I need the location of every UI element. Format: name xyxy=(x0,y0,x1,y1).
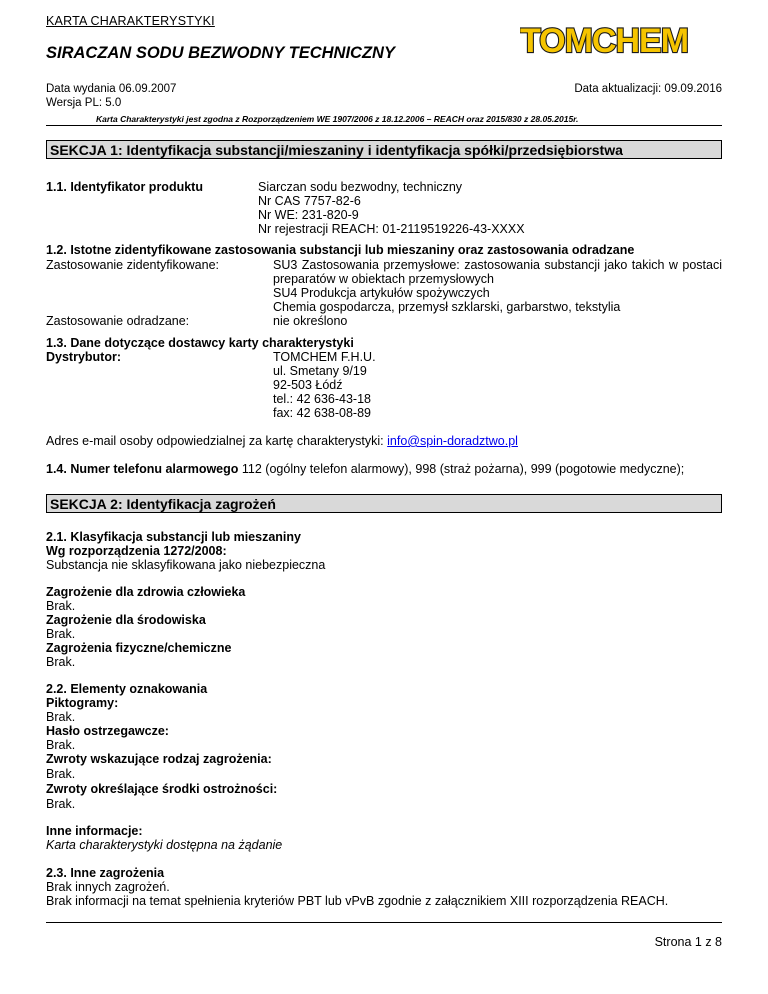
regulation-note: Karta Charakterystyki jest zgodna z Rozporządzeniem WE 1907/2006 z 18.12.2006 – REACH oraz 2015/830 z 28.05.2015r. xyxy=(96,114,579,124)
section-1-header: SEKCJA 1: Identyfikacja substancji/mieszaniny i identyfikacja spółki/przedsiębiorstwa xyxy=(46,140,722,159)
picto-label: Piktogramy: xyxy=(46,696,119,710)
s14-line xyxy=(46,462,684,476)
precaution-value: Brak. xyxy=(46,797,76,811)
advised-against-label: Zastosowanie odradzane: xyxy=(46,314,190,328)
phys-value: Brak. xyxy=(46,655,76,669)
update-date: Data aktualizacji: 09.09.2016 xyxy=(574,83,722,95)
hazard-value: Brak. xyxy=(46,767,76,781)
footer-divider xyxy=(46,922,722,923)
env-label: Zagrożenie dla środowiska xyxy=(46,613,206,627)
hazard-label: Zwroty wskazujące rodzaj zagrożenia: xyxy=(46,752,272,766)
other-info-label: Inne informacje: xyxy=(46,824,143,838)
s21-sub: Wg rozporządzenia 1272/2008: xyxy=(46,544,227,558)
tomchem-logo-graphic xyxy=(520,20,688,60)
version: Wersja PL: 5.0 xyxy=(46,97,122,109)
advised-against-value: nie określono xyxy=(273,314,348,328)
s11-label: 1.1. Identyfikator produktu xyxy=(46,180,203,194)
s14-value: 112 (ogólny telefon alarmowy), 998 (straż pożarna), 999 (pogotowie medyczne); xyxy=(238,462,685,476)
s13-heading: 1.3. Dane dotyczące dostawcy karty charakterystyki xyxy=(46,336,354,350)
s23-line: Brak informacji na temat spełnienia kryteriów PBT lub vPvB zgodnie z załącznikiem XIII rozporządzenia REACH. xyxy=(46,894,669,908)
document-type-text: KARTA CHARAKTERYSTYKI xyxy=(46,14,215,28)
identified-use-label: Zastosowanie zidentyfikowane: xyxy=(46,258,220,272)
health-value: Brak. xyxy=(46,599,76,613)
document-type xyxy=(46,14,215,28)
logo-text: TOMCHEM xyxy=(520,22,688,60)
s22-heading: 2.2. Elementy oznakowania xyxy=(46,682,208,696)
distributor-label: Dystrybutor: xyxy=(46,350,122,364)
distributor-line: TOMCHEM F.H.U. xyxy=(273,350,376,364)
picto-value: Brak. xyxy=(46,710,76,724)
email-link[interactable]: info@spin-doradztwo.pl xyxy=(387,434,518,448)
s11-line: Nr rejestracji REACH: 01-2119519226-43-XXXX xyxy=(258,222,525,236)
distributor-line: ul. Smetany 9/19 xyxy=(273,364,367,378)
email-line xyxy=(46,434,518,448)
distributor-line: tel.: 42 636-43-18 xyxy=(273,392,371,406)
section-2-header: SEKCJA 2: Identyfikacja zagrożeń xyxy=(46,494,722,513)
s23-line: Brak innych zagrożeń. xyxy=(46,880,170,894)
s11-line: Siarczan sodu bezwodny, techniczny xyxy=(258,180,463,194)
header-divider xyxy=(46,125,722,126)
other-info-value: Karta charakterystyki dostępna na żądanie xyxy=(46,838,283,852)
distributor-line: 92-503 Łódź xyxy=(273,378,343,392)
identified-use-chem: Chemia gospodarcza, przemysł szklarski, garbarstwo, tekstylia xyxy=(273,300,621,314)
s11-line: Nr CAS 7757-82-6 xyxy=(258,194,361,208)
issue-date: Data wydania 06.09.2007 xyxy=(46,83,177,95)
page-number: Strona 1 z 8 xyxy=(654,935,722,949)
tomchem-logo xyxy=(516,18,692,62)
email-label: Adres e-mail osoby odpowiedzialnej za kartę charakterystyki: xyxy=(46,434,388,448)
distributor-line: fax: 42 638-08-89 xyxy=(273,406,371,420)
signal-label: Hasło ostrzegawcze: xyxy=(46,724,169,738)
precaution-label: Zwroty określające środki ostrożności: xyxy=(46,782,278,796)
phys-label: Zagrożenia fizyczne/chemiczne xyxy=(46,641,232,655)
s12-heading: 1.2. Istotne zidentyfikowane zastosowania substancji lub mieszaniny oraz zastosowania odradzane xyxy=(46,243,635,257)
s14-label: 1.4. Numer telefonu alarmowego xyxy=(46,462,239,476)
identified-use-su4: SU4 Produkcja artykułów spożywczych xyxy=(273,286,490,300)
signal-value: Brak. xyxy=(46,738,76,752)
health-label: Zagrożenie dla zdrowia człowieka xyxy=(46,585,246,599)
s21-heading: 2.1. Klasyfikacja substancji lub mieszaniny xyxy=(46,530,301,544)
identified-use-su3: SU3 Zastosowania przemysłowe: zastosowania substancji jako takich w postaci preparatów w obiektach przemysłowych xyxy=(273,258,722,286)
env-value: Brak. xyxy=(46,627,76,641)
s11-line: Nr WE: 231-820-9 xyxy=(258,208,359,222)
product-title: SIRACZAN SODU BEZWODNY TECHNICZNY xyxy=(46,44,395,62)
s23-heading: 2.3. Inne zagrożenia xyxy=(46,866,165,880)
s21-text: Substancja nie sklasyfikowana jako niebezpieczna xyxy=(46,558,326,572)
